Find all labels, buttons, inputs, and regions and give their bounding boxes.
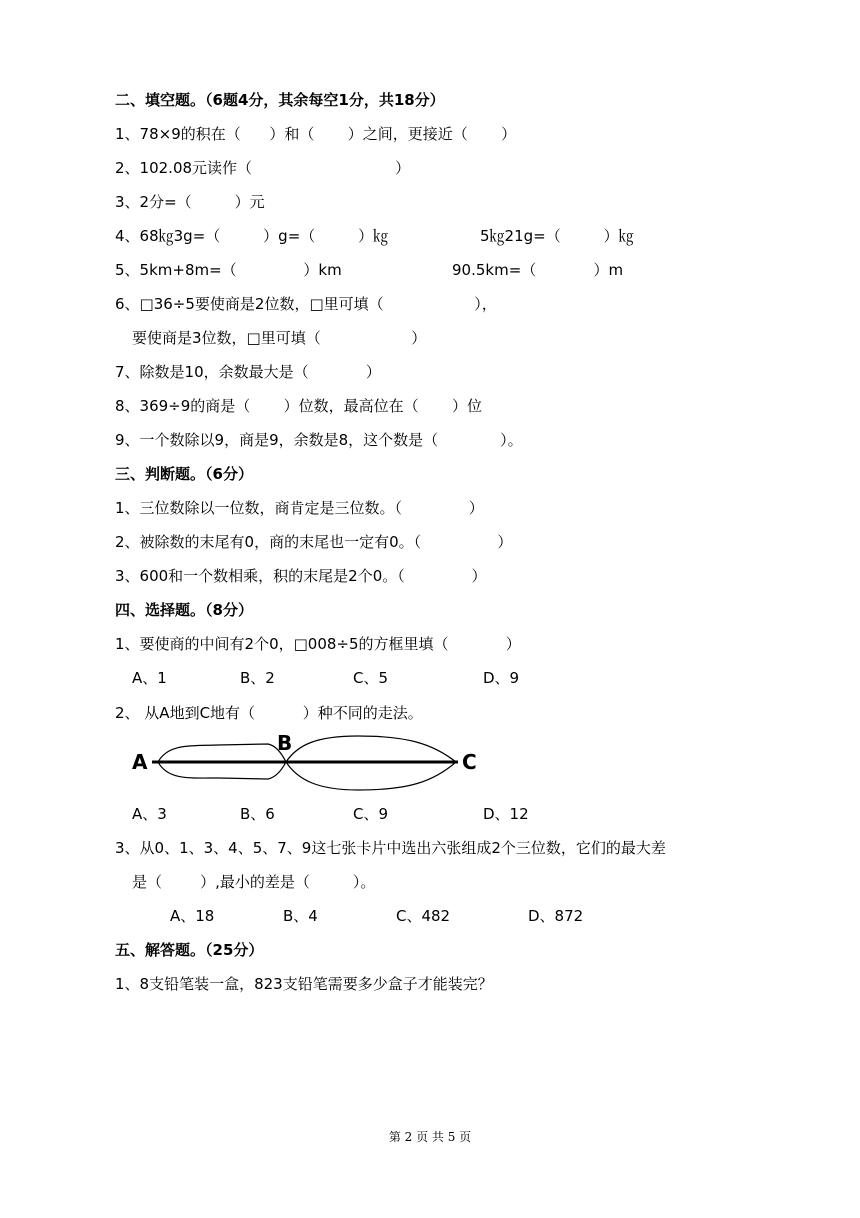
choice-1-option-c: C、5 [353,669,389,687]
choice-1-option-a: A、1 [132,669,167,687]
choice-2-option-b: B、6 [240,805,275,823]
route-upper-b-c [286,736,456,762]
fill-question-7: 7、除数是10，余数最大是（ ） [115,363,381,381]
point-label-b: B [277,731,293,755]
fill-question-5b: 90.5km=（ ）m [452,261,624,279]
section-fill-heading: 二、填空题。（6题4分，其余每空1分，共18分） [115,91,445,109]
fill-question-1: 1、78×9的积在（ ）和（ ）之间，更接近（ ） [115,125,517,143]
fill-question-8: 8、369÷9的商是（ ）位数，最高位在（ ）位 [115,397,483,415]
fill-question-3: 3、2分=（ ）元 [115,193,265,211]
section-choice-heading: 四、选择题。（8分） [115,601,253,619]
point-label-c: C [462,750,477,774]
choice-3-option-a: A、18 [170,907,215,925]
fill-question-9: 9、一个数除以9，商是9，余数是8，这个数是（ ）。 [115,431,523,449]
section-answer-heading: 五、解答题。（25分） [115,941,264,959]
point-label-a: A [132,750,148,774]
judge-question-1: 1、三位数除以一位数，商肯定是三位数。（ ） [115,499,484,517]
route-lower-b-c [286,762,456,790]
fill-question-5a: 5、5km+8m=（ ）km [115,261,342,279]
page-footer: 第 2 页 共 5 页 [388,1130,472,1144]
choice-3-option-d: D、872 [528,907,584,925]
route-diagram [128,730,488,794]
section-judge-heading: 三、判断题。（6分） [115,465,253,483]
fill-question-2: 2、102.08元读作（ ） [115,159,411,177]
fill-question-4b: 5㎏21g=（ ）㎏ [480,227,634,245]
choice-question-3a: 3、从0、1、3、4、5、7、9这七张卡片中选出六张组成2个三位数，它们的最大差 [115,839,666,857]
route-upper-a-b [158,744,286,762]
choice-1-option-d: D、9 [483,669,520,687]
fill-question-4a: 4、68㎏3g=（ ）g=（ ）㎏ [115,227,389,245]
judge-question-3: 3、600和一个数相乘，积的末尾是2个0。（ ） [115,567,487,585]
choice-1-option-b: B、2 [240,669,275,687]
fill-question-6a: 6、□36÷5要使商是2位数，□里可填（ ）， [115,295,497,313]
choice-2-option-c: C、9 [353,805,389,823]
choice-2-option-a: A、3 [132,805,167,823]
choice-3-option-b: B、4 [283,907,318,925]
choice-3-option-c: C、482 [396,907,451,925]
choice-question-3b: 是（ ）,最小的差是（ ）。 [132,873,376,891]
judge-question-2: 2、被除数的末尾有0，商的末尾也一定有0。（ ） [115,533,513,551]
route-lower-a-b [158,762,286,779]
choice-question-2: 2、 从A地到C地有（ ）种不同的走法。 [115,704,423,722]
choice-question-1: 1、要使商的中间有2个0，□008÷5的方框里填（ ） [115,635,521,653]
fill-question-6b: 要使商是3位数，□里可填（ ） [132,329,427,347]
answer-question-1: 1、8支铅笔装一盒，823支铅笔需要多少盒子才能装完？ [115,975,493,993]
choice-2-option-d: D、12 [483,805,529,823]
